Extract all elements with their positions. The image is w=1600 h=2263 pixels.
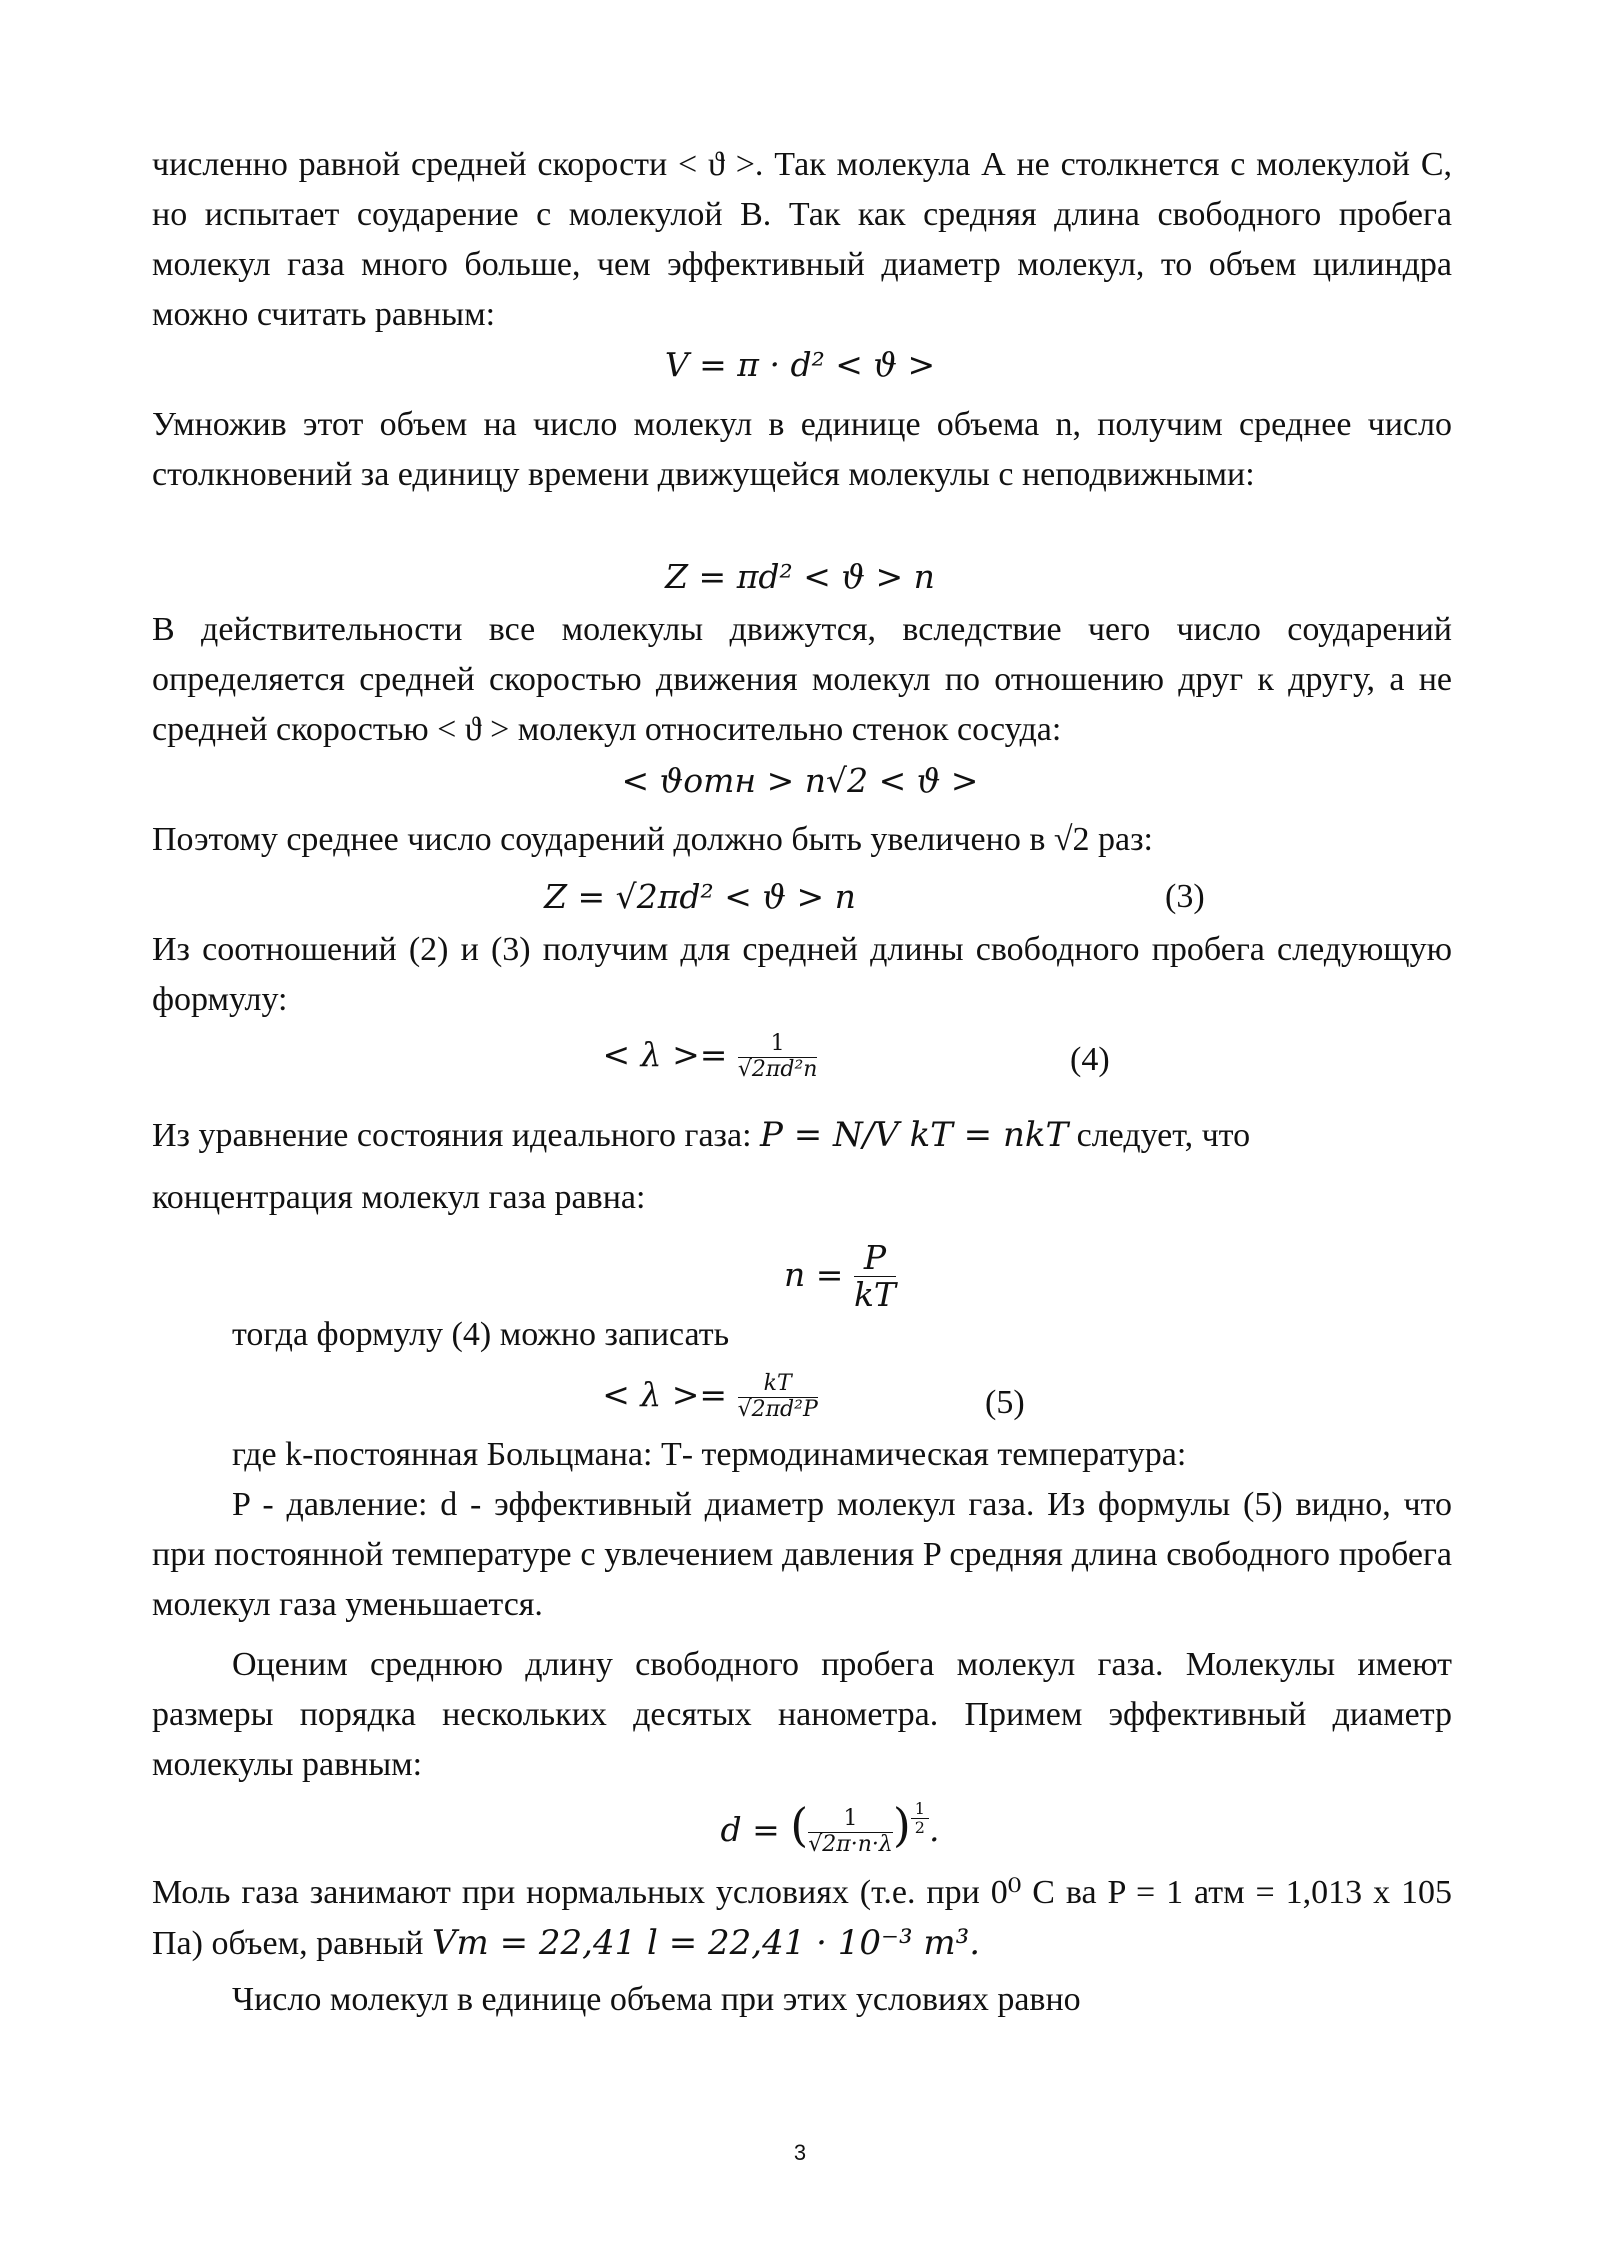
- concentration-denominator: kT: [853, 1275, 896, 1315]
- paragraph-1: численно равной средней скорости < ϑ >. Так молекула А не столкнется с молекулой С, но испытает соударение с молекулой В. Так как средняя длина свободного пробега молекул газа много больше, чем эффективный диаметр молекул, то объем цилиндра можно считать равным:: [152, 146, 1452, 333]
- equation-mean-free-path: [0, 1030, 1510, 1082]
- paragraph-12-text: Моль газа занимают при нормальных условиях (т.е. при 0⁰ С ва P = 1 атм = 1,013 х 105 Па) объем, равный: [152, 1874, 1452, 1962]
- lambda2-denominator: √2πd²P: [737, 1396, 818, 1422]
- lambda2-lhs: < λ >=: [602, 1375, 728, 1414]
- ideal-gas-equation: P = N/V kT = nkT: [760, 1115, 1069, 1155]
- paragraph-6: [152, 1110, 1452, 1161]
- paragraph-4: Поэтому среднее число соударений должно быть увеличено в √2 раз:: [152, 821, 1154, 858]
- paragraph-9: где k-постоянная Больцмана: Т- термодинамическая температура:: [232, 1436, 1187, 1473]
- equation-number-3: (3): [1165, 878, 1205, 915]
- equation-relative-velocity: < ϑотн > n√2 < ϑ >: [621, 761, 979, 800]
- concentration-numerator: P: [854, 1240, 896, 1277]
- lambda-lhs: < λ >=: [602, 1035, 728, 1074]
- paragraph-11: Оценим среднюю длину свободного пробега молекул газа. Молекулы имеют размеры порядка нескольких десятых нанометра. Примем эффективный диаметр молекулы равным:: [152, 1646, 1452, 1783]
- page-number: 3: [793, 2140, 807, 2165]
- molar-volume-equation: Vm = 22,41 l = 22,41 · 10⁻³ m³.: [432, 1923, 981, 1963]
- lambda-numerator: 1: [738, 1032, 818, 1057]
- equation-diameter: d = ( $\frac{1}{√2\pi\cdot n\cdot\lambda}$ ) $\frac{1}{2}$ .: [720, 1798, 940, 1857]
- paragraph-10: P - давление: d - эффективный диаметр молекул газа. Из формулы (5) видно, что при постоянной температуре с увлечением давления P средняя длина свободного пробега молекул газа уменьшается.: [152, 1486, 1452, 1623]
- equation-mean-free-path-pressure: [0, 1370, 1510, 1422]
- equation-collisions: Z = πd² < ϑ > n: [665, 557, 935, 596]
- concentration-lhs: n =: [784, 1254, 844, 1294]
- paragraph-3: В действительности все молекулы движутся, вследствие чего число соударений определяется средней скоростью движения молекул по отношению друг к другу, а не средней скоростью < ϑ > молекул относительно стенок сосуда:: [152, 611, 1452, 748]
- diameter-denominator: √2π·n·λ: [808, 1831, 893, 1857]
- paragraph-2: Умножив этот объем на число молекул в единице объема n, получим среднее число столкновений за единицу времени движущейся молекулы с неподвижными:: [152, 406, 1452, 493]
- paragraph-6-end: следует, что: [1076, 1117, 1251, 1154]
- equation-number-4: (4): [1070, 1041, 1110, 1078]
- paragraph-13: Число молекул в единице объема при этих условиях равно: [232, 1981, 1081, 2018]
- lambda-denominator: √2πd²n: [737, 1056, 818, 1082]
- diameter-lhs: d =: [720, 1810, 780, 1849]
- paragraph-7: концентрация молекул газа равна:: [152, 1179, 646, 1216]
- lambda2-numerator: kT: [738, 1372, 818, 1397]
- paragraph-12: [152, 1868, 1452, 1969]
- equation-number-5: (5): [985, 1384, 1025, 1421]
- diameter-numerator: 1: [808, 1807, 893, 1832]
- equation-collisions-corrected: Z = √2πd² < ϑ > n: [544, 877, 856, 916]
- equation-concentration: [40, 1240, 1600, 1314]
- exponent-denominator: 2: [914, 1817, 925, 1837]
- paragraph-6-start: Из уравнение состояния идеального газа:: [152, 1117, 752, 1154]
- paragraph-8: тогда формулу (4) можно записать: [232, 1316, 730, 1353]
- exponent-numerator: 1: [911, 1800, 929, 1819]
- paragraph-5: Из соотношений (2) и (3) получим для средней длины свободного пробега следующую формулу:: [152, 931, 1452, 1018]
- equation-volume: V = π · d² < ϑ >: [664, 345, 936, 384]
